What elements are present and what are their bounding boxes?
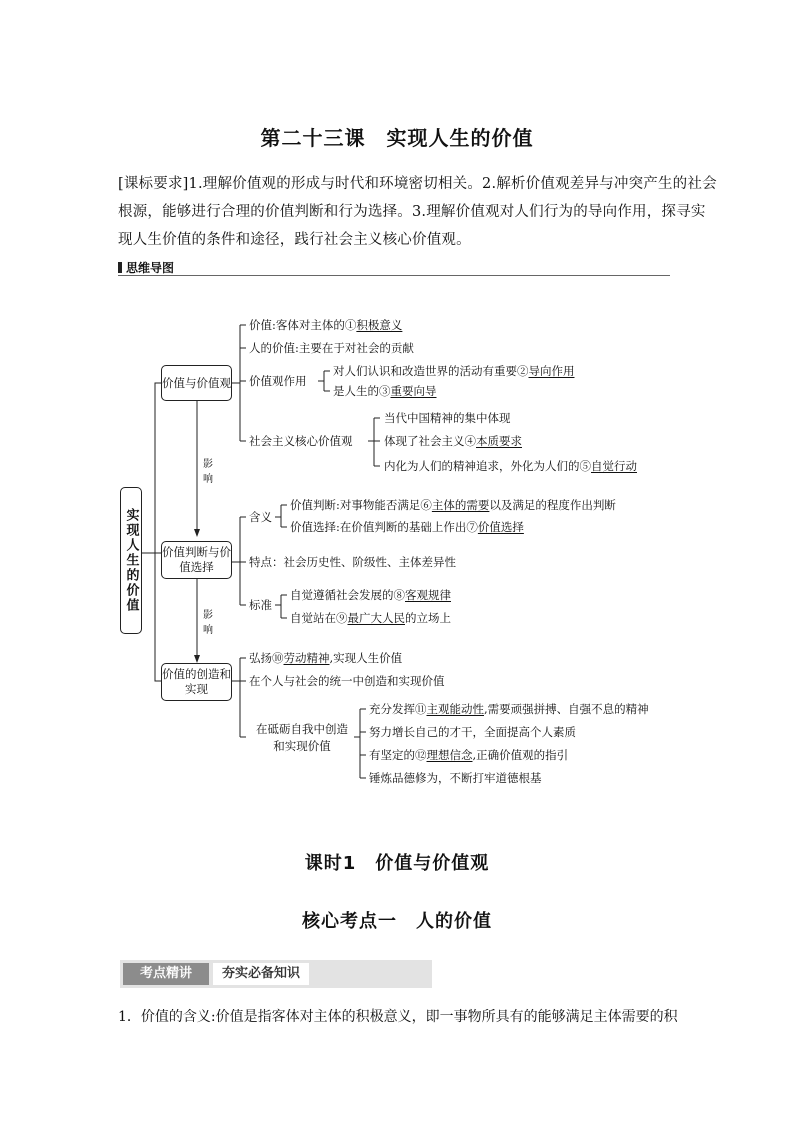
page-title: 第二十三课 实现人生的价值 (260, 126, 534, 150)
b3-unity: 在个人与社会的统一中创造和实现价值 (249, 674, 445, 688)
b2-meaning-2: 价值选择:在价值判断的基础上作出⑦价值选择 (290, 520, 524, 534)
b1-role-1: 对人们认识和改造世界的活动有重要②导向作用 (333, 364, 575, 378)
b3-item-1: 充分发挥⑪主观能动性,需要顽强拼搏、自强不息的精神 (369, 702, 649, 716)
banner-sublabel: 夯实必备知识 (213, 963, 309, 985)
b3-self-temper: 在砥砺自我中创造和实现价值 (256, 722, 348, 753)
b1-values-role: 价值观作用 (249, 374, 307, 388)
b1-core-2: 体现了社会主义④本质要求 (384, 434, 522, 448)
core-point-title: 核心考点一 人的价值 (302, 911, 492, 932)
b1-value-def: 价值:客体对主体的①积极意义 (249, 318, 403, 332)
b3-item-2: 努力增长自己的才干，全面提高个人素质 (369, 725, 576, 739)
requirements-line-2: 根源，能够进行合理的价值判断和行为选择。3.理解价值观对人们行为的导向作用，探寻实 (118, 204, 706, 220)
b3-item-3: 有坚定的⑫理想信念,正确价值观的指引 (369, 748, 569, 762)
b2-standard-1: 自觉遵循社会发展的⑧客观规律 (290, 588, 451, 602)
node-value-and-values: 价值与价值观 (161, 365, 232, 401)
lesson-title: 课时1 价值与价值观 (304, 853, 490, 874)
b1-core-3: 内化为人们的精神追求，外化为人们的⑤自觉行动 (384, 459, 637, 473)
mindmap-heading: 思维导图 (118, 259, 174, 276)
requirements-line-3: 现人生价值的条件和途径，践行社会主义核心价值观。 (118, 232, 471, 248)
node-create-realize: 价值的创造和实现 (161, 663, 232, 701)
b1-core-values: 社会主义核心价值观 (249, 434, 353, 448)
b2-meaning: 含义 (249, 510, 272, 524)
b2-features: 特点：社会历史性、阶级性、主体差异性 (249, 555, 456, 569)
body-paragraph: 1．价值的含义:价值是指客体对主体的积极意义，即一事物所具有的能够满足主体需要的积 (118, 1009, 678, 1025)
mindmap-root: 实现人生的价值 (120, 487, 142, 634)
b3-labor-spirit: 弘扬⑩劳动精神,实现人生价值 (249, 651, 403, 665)
requirements-line-1: [课标要求]1.理解价值观的形成与时代和环境密切相关。2.解析价值观差异与冲突产生的社会 (118, 176, 717, 192)
b2-standard: 标准 (249, 598, 272, 612)
b1-role-2: 是人生的③重要向导 (333, 384, 437, 398)
influence-label-1: 影响 (203, 459, 213, 485)
b2-standard-2: 自觉站在⑨最广大人民的立场上 (290, 611, 451, 625)
b2-meaning-1: 价值判断:对事物能否满足⑥主体的需要以及满足的程度作出判断 (290, 498, 616, 512)
b1-human-value: 人的价值:主要在于对社会的贡献 (249, 341, 414, 355)
banner-label: 考点精讲 (123, 963, 209, 985)
b1-core-1: 当代中国精神的集中体现 (384, 411, 511, 425)
node-judgment-choice: 价值判断与价值选择 (161, 541, 232, 579)
influence-label-2: 影响 (203, 610, 213, 636)
b3-item-4: 锤炼品德修为，不断打牢道德根基 (369, 771, 542, 785)
